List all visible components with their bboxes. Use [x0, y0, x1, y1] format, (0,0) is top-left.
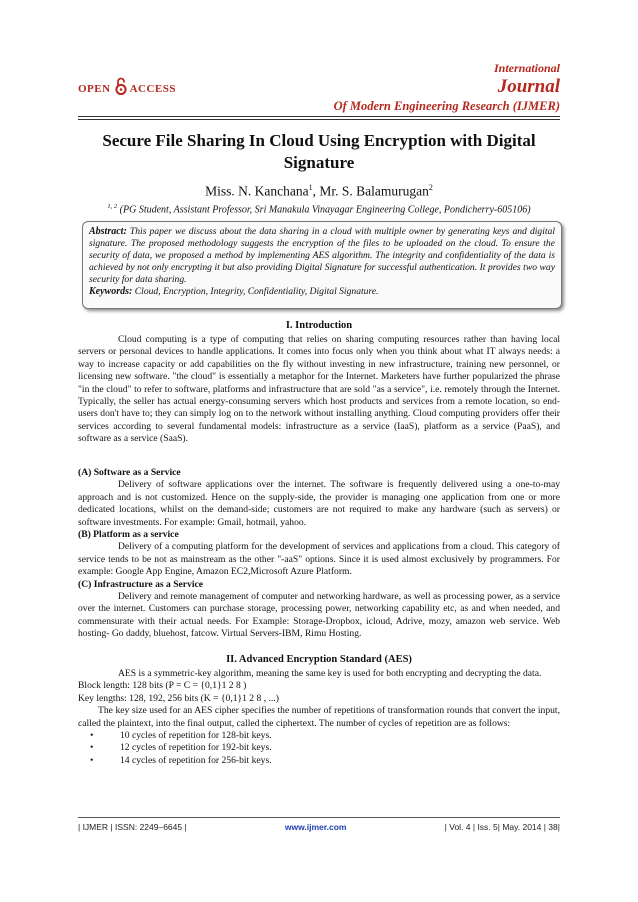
introduction-paragraph: Cloud computing is a type of computing that relies on sharing computing resources rather than having local servers or personal devices to handle applications. It comes into focus only when you think about what IT always needs: a way to increase capacity or add capabilities on the fly without investing in new infrastructure, training new personnel, or licensing new software. "the cloud" is essentially a metaphor for the Internet. Marketers have further popularized the phrase "in the cloud" to refer to software, platforms and infrastructure that are sold "as a service", i.e. remotely through the Internet. Typically, the seller has actual energy-consuming servers which host products and services from a remote location, so end-users don't have to; they can simply log on to the network without installing anything. Cloud computing providers offer their services according to several fundamental models: infrastructure as a service (IaaS), platform as a service (PaaS), and software as a service (SaaS).: [78, 334, 560, 445]
aes-paragraph-2: The key size used for an AES cipher specifies the number of repetitions of transformation rounds that convert the input, called the plaintext, into the final output, called the ciphertext. The number of cycles of repetition are as follows:: [78, 705, 560, 729]
subheading-saas: (A) Software as a Service: [78, 467, 181, 478]
author-1: Miss. N. Kanchana: [205, 183, 309, 199]
journal-masthead: [334, 60, 560, 114]
list-item-text: 14 cycles of repetition for 256-bit keys.: [120, 754, 272, 766]
author-1-sup: 1: [308, 183, 313, 192]
page-footer: [78, 822, 560, 832]
abstract-box: [82, 221, 562, 309]
author-2-sup: 2: [428, 183, 433, 192]
keywords-text: Cloud, Encryption, Integrity, Confidentiality, Digital Signature.: [134, 286, 379, 297]
header-rule-thick: [78, 116, 560, 117]
paas-paragraph: Delivery of a computing platform for the development of services and applications from a cloud. This category of service tends to be not as mainstream as the other "-aaS" options. Since it is used almost exclusively by programmers. For example: Google App Engine, Amazon EC2,Microsoft Azure Platform.: [78, 541, 560, 578]
open-access-text-right: ACCESS: [129, 83, 176, 95]
aes-body: [78, 668, 560, 767]
footer-rule: [78, 817, 560, 818]
keywords-label: Keywords:: [89, 286, 133, 297]
abstract-paragraph: [89, 226, 555, 286]
section-heading-introduction: I. Introduction: [285, 320, 353, 331]
journal-name-line1: International: [493, 61, 560, 75]
list-item-text: 12 cycles of repetition for 192-bit keys.: [120, 742, 272, 754]
abstract-text: This paper we discuss about the data sharing in a cloud with multiple owner by generating keys and digital signature. The proposed methodology suggests the encryption of the files to be uploaded on the cloud. To ensure the security of data, we proposed a method by implementing AES algorithm. The integrity and confidentiality of the data is achieved by not only encrypting it but also providing Digital Signature for successful authentication. It provides two way security for data sharing.: [89, 226, 555, 285]
introduction-body: [78, 334, 560, 446]
open-access-logo: [78, 80, 176, 98]
bullet-icon: •: [90, 730, 94, 742]
keywords-paragraph: [89, 286, 555, 298]
list-item: [90, 755, 560, 767]
abstract-label: Abstract:: [89, 226, 127, 237]
paper-title: Secure File Sharing In Cloud Using Encryption with Digital Signature: [102, 131, 536, 172]
section-heading-aes: II. Advanced Encryption Standard (AES): [226, 654, 412, 665]
list-item: [90, 742, 560, 754]
service-models-body: [78, 467, 560, 641]
footer-issn: | IJMER | ISSN: 2249–6645 |: [78, 822, 187, 832]
journal-name-line2: Journal: [497, 76, 560, 97]
subheading-paas: (B) Platform as a service: [78, 529, 179, 541]
paper-authors: [78, 179, 560, 201]
footer-journal-link[interactable]: www.ijmer.com: [284, 822, 347, 832]
author-affiliation: [78, 200, 560, 216]
list-item-text: 10 cycles of repetition for 128-bit keys.: [120, 730, 272, 742]
aes-cycles-list: [78, 730, 560, 767]
footer-volume-page: | Vol. 4 | Iss. 5| May. 2014 | 38|: [444, 822, 560, 832]
iaas-paragraph: Delivery and remote management of computer and networking hardware, as well as processing power, as a service over the internet. Customers can purchase storage, processing power, networking capability etc, as and when needed, and commensurate with their actual needs. For Example: Storage-Dropbox, icloud, Adrive, mozy, amazon web service. Web hosting- Go daddy, bluehost, fatcow. Virtual Servers-IBM, Rimu Hosting.: [78, 591, 560, 640]
bullet-icon: •: [90, 754, 94, 766]
open-lock-icon: [115, 77, 127, 95]
saas-paragraph: Delivery of software applications over the internet. The software is frequently delivered using a one-to-may approach and is not customized. Hence on the supply-side, the provider is managing one application from one or more dedicated locations, whilst on the demand-side; customers are not required to make any hardware (such as servers) or software investments. For example: Gmail, hotmail, yahoo.: [78, 479, 560, 528]
aes-block-length: Block length: 128 bits (P = C = {0,1}1 2 8 ): [78, 680, 247, 692]
open-access-text-left: OPEN: [78, 83, 111, 95]
aes-key-lengths: Key lengths: 128, 192, 256 bits (K = {0,1}1 2 8 , ...): [78, 692, 279, 704]
bullet-icon: •: [90, 742, 94, 754]
list-item: [90, 730, 560, 742]
affiliation-text: (PG Student, Assistant Professor, Sri Manakula Vinayagar Engineering College, Pondicherry-605106): [119, 204, 531, 216]
aes-paragraph: AES is a symmetric-key algorithm, meaning the same key is used for both encrypting and decrypting the data.: [118, 668, 542, 679]
affiliation-sup: 1, 2: [107, 203, 118, 210]
journal-name-line3: Of Modern Engineering Research (IJMER): [333, 99, 560, 113]
author-2: , Mr. S. Balamurugan: [312, 183, 429, 199]
subheading-iaas: (C) Infrastructure as a Service: [78, 578, 204, 590]
header-rule-thin: [78, 119, 560, 120]
